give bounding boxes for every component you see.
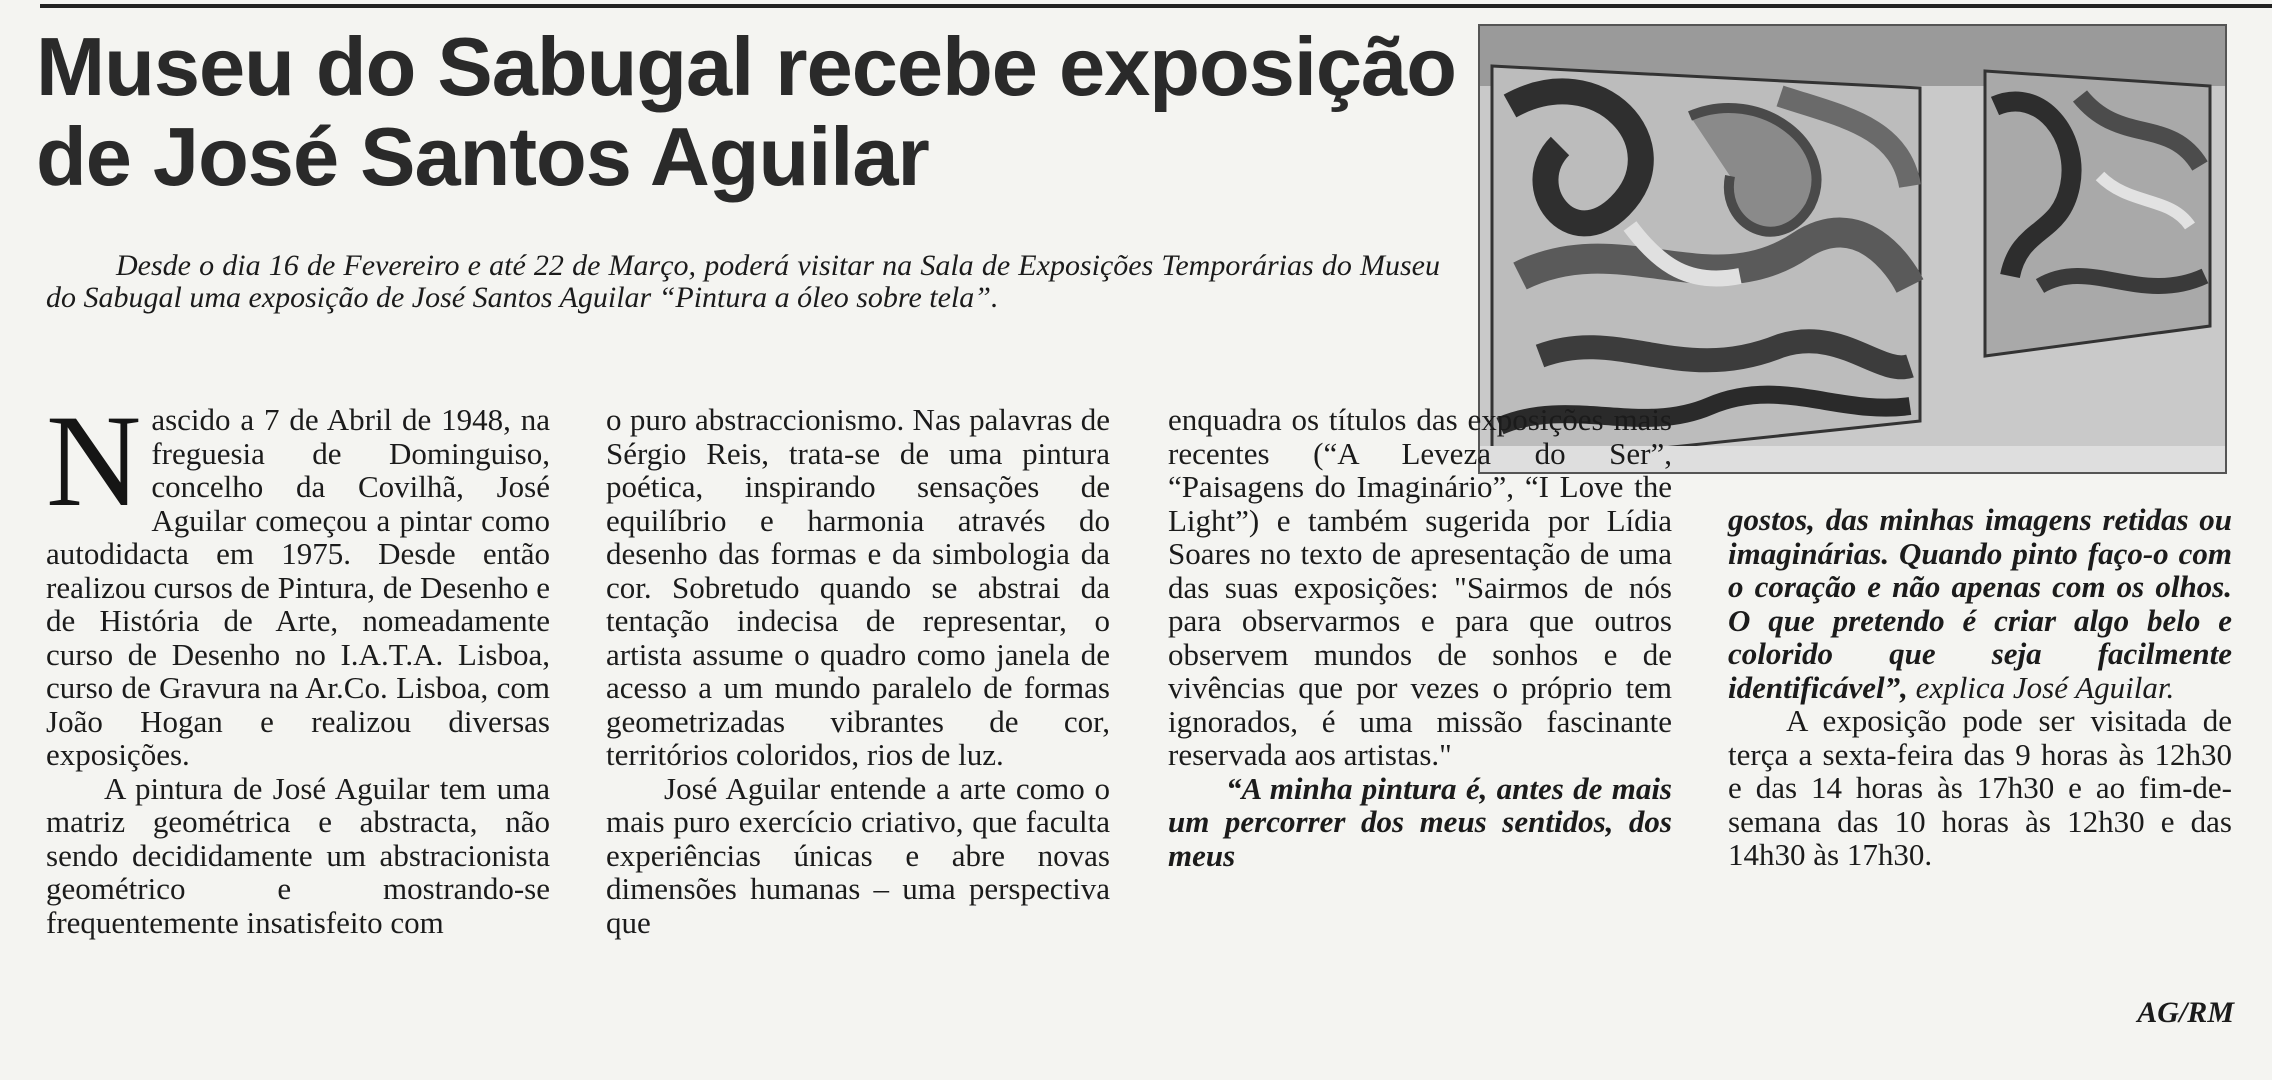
column-1-paragraph-2: A pintura de José Aguilar tem uma matriz geométrica e abstracta, não sendo decididamente um abstracionista geométrico e mostrando-se frequentemente insatisfeito com <box>46 770 550 940</box>
column-1-paragraph-1: ascido a 7 de Abril de 1948, na freguesia de Dominguiso, concelho da Covilhã, José Aguilar começou a pintar como autodidacta em 1975. Desde então realizou cursos de Pintura, de Desenho e de História de Arte, nomeadamente curso de Desenho no I.A.T.A. Lisboa, curso de Gravura na Ar.Co. Lisboa, com João Hogan e realizou diversas exposições. <box>46 402 550 772</box>
column-2-paragraph-1: o puro abstraccionismo. Nas palavras de Sérgio Reis, trata-se de uma pintura poética, inspirando sensações de equilíbrio e harmonia através do desenho das formas e da simbologia da cor. Sobretudo quando se abstrai da tentação indecisa de representar, o artista assume o quadro como janela de acesso a um mundo paralelo de formas geometrizadas vibrantes de cor, territórios coloridos, rios de luz. <box>606 402 1110 772</box>
author-signature: AG/RM <box>2137 996 2234 1029</box>
article-lead: Desde o dia 16 de Fevereiro e até 22 de Março, poderá visitar na Sala de Exposições Temporárias do Museu do Sabugal uma exposição de José Santos Aguilar “Pintura a óleo sobre tela”. <box>46 249 1440 314</box>
column-3-paragraph-1: enquadra os títulos das exposições mais recentes (“A Leveza do Ser”, “Paisagens do Imaginário”, “I Love the Light”) e também sugerida por Lídia Soares no texto de apresentação de uma das suas exposições: "Sairmos de nós para observarmos e para que outros observem mundos de sonhos e de vivências que por vezes o próprio tem ignorados, é uma missão fascinante reservada aos artistas." <box>1168 402 1672 772</box>
article-column-3 <box>1168 403 1672 872</box>
column-2-paragraph-2: José Aguilar entende a arte como o mais puro exercício criativo, que faculta experiências únicas e abre novas dimensões humanas – uma perspectiva que <box>606 770 1110 940</box>
column-3-quote: “A minha pintura é, antes de mais um percorrer dos meus sentidos, dos meus <box>1168 770 1672 873</box>
article-column-2 <box>606 403 1110 939</box>
column-4-attribution: explica José Aguilar. <box>1915 669 2175 705</box>
drop-cap: N <box>46 387 142 534</box>
column-4-paragraph-2: A exposição pode ser visitada de terça a sexta-feira das 9 horas às 12h30 e das 14 horas às 17h30 e ao fim-de-semana das 10 horas às 12h30 e das 14h30 às 17h30. <box>1728 703 2232 872</box>
column-4-quote: gostos, das minhas imagens retidas ou imaginárias. Quando pinto faço-o com o coração e não apenas com os olhos. O que pretendo é criar algo belo e colorido que seja facilmente identificável”, <box>1728 502 2232 705</box>
article-column-4 <box>1728 503 2232 872</box>
article-column-1 <box>46 387 550 940</box>
article-headline: Museu do Sabugal recebe exposição de José Santos Aguilar <box>36 20 1456 203</box>
top-rule <box>40 4 2272 8</box>
